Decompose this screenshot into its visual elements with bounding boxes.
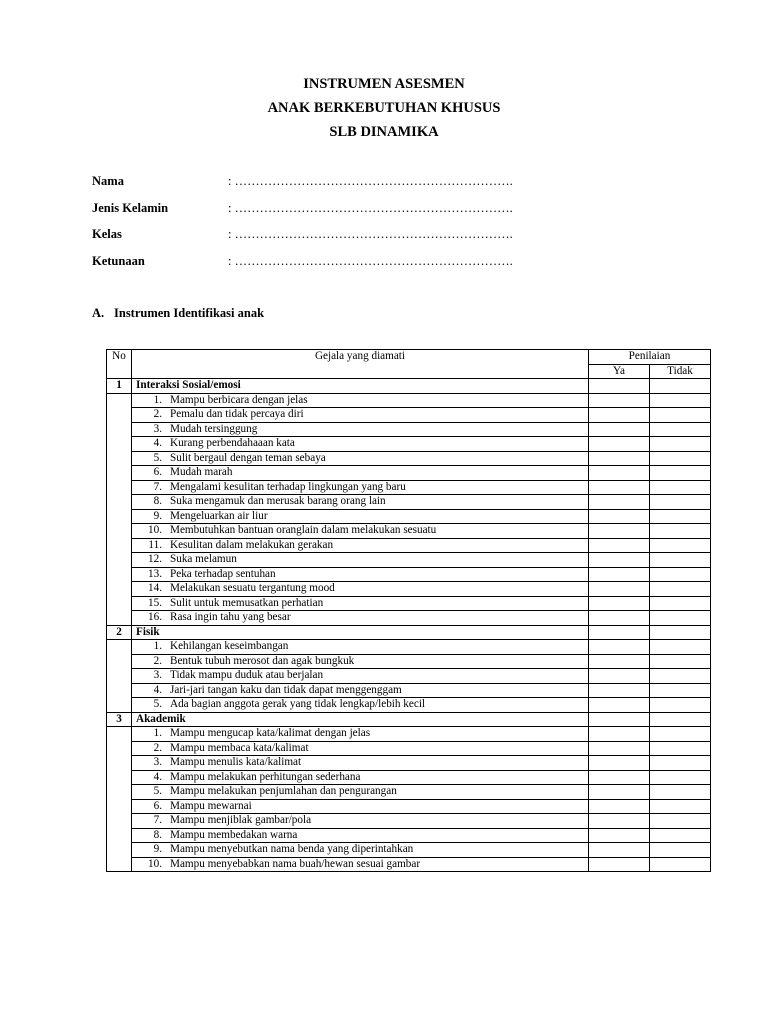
item-text: Mudah tersinggung: [170, 422, 258, 435]
table-row: [107, 843, 711, 858]
table-row: [107, 727, 711, 742]
tidak-cell[interactable]: [649, 408, 710, 423]
item-text: Sulit untuk memusatkan perhatian: [170, 596, 324, 609]
table-row: [107, 814, 711, 829]
item-number: 6.: [153, 799, 162, 812]
item-number: 7.: [153, 814, 162, 827]
item-text: Mampu membaca kata/kalimat: [170, 741, 309, 754]
ya-cell[interactable]: [588, 538, 649, 553]
header-penilaian: Penilaian: [588, 350, 710, 365]
table-row: [107, 408, 711, 423]
gejala-cell: [132, 857, 589, 872]
tidak-cell[interactable]: [649, 770, 710, 785]
tidak-cell[interactable]: [649, 567, 710, 582]
item-number: 10.: [148, 857, 162, 870]
tidak-cell[interactable]: [649, 393, 710, 408]
table-row: [107, 611, 711, 626]
item-number: 1.: [153, 393, 162, 406]
item-number: 5.: [153, 698, 162, 711]
gejala-cell: [132, 524, 589, 539]
item-text: Tidak mampu duduk atau berjalan: [170, 669, 324, 682]
empty-no-cell: [107, 669, 132, 684]
empty-no-cell: [107, 437, 132, 452]
identity-row-nama: [92, 174, 513, 201]
item-text: Melakukan sesuatu tergantung mood: [170, 582, 335, 595]
table-row: [107, 596, 711, 611]
category-number: 1: [107, 379, 132, 394]
ya-cell[interactable]: [588, 437, 649, 452]
item-text: Rasa ingin tahu yang besar: [170, 611, 291, 624]
identity-row-ketunaan: [92, 254, 513, 281]
table-row: [107, 741, 711, 756]
gejala-cell: [132, 814, 589, 829]
item-number: 8.: [153, 495, 162, 508]
instrument-table: [106, 349, 711, 872]
item-number: 15.: [148, 596, 162, 609]
tidak-cell[interactable]: [649, 596, 710, 611]
empty-no-cell: [107, 538, 132, 553]
item-text: Kurang perbendahaaan kata: [170, 437, 295, 450]
gejala-cell: [132, 741, 589, 756]
tidak-cell[interactable]: [649, 451, 710, 466]
identity-blank: : ………………………………………………………….: [228, 227, 513, 241]
item-text: Suka melamun: [170, 553, 237, 566]
category-row: [107, 379, 711, 394]
empty-no-cell: [107, 611, 132, 626]
category-number: 2: [107, 625, 132, 640]
gejala-cell: [132, 727, 589, 742]
empty-no-cell: [107, 741, 132, 756]
item-text: Jari-jari tangan kaku dan tidak dapat menggenggam: [170, 683, 402, 696]
table-row: [107, 669, 711, 684]
table-row: [107, 785, 711, 800]
identity-row-kelas: [92, 227, 513, 254]
ya-cell[interactable]: [588, 727, 649, 742]
item-number: 1.: [153, 640, 162, 653]
header-gejala: Gejala yang diamati: [132, 350, 589, 379]
item-text: Mampu mewarnai: [170, 799, 252, 812]
gejala-cell: [132, 480, 589, 495]
gejala-cell: [132, 683, 589, 698]
header-tidak: Tidak: [649, 364, 710, 379]
tidak-cell[interactable]: [649, 799, 710, 814]
item-number: 8.: [153, 828, 162, 841]
ya-cell[interactable]: [588, 480, 649, 495]
table-row: [107, 451, 711, 466]
identity-label: Jenis Kelamin: [92, 200, 169, 215]
gejala-cell: [132, 799, 589, 814]
category-row: [107, 712, 711, 727]
item-text: Pemalu dan tidak percaya diri: [170, 408, 304, 421]
table-row: [107, 640, 711, 655]
gejala-cell: [132, 828, 589, 843]
ya-cell[interactable]: [588, 379, 649, 394]
item-number: 5.: [153, 451, 162, 464]
tidak-cell[interactable]: [649, 756, 710, 771]
ya-cell[interactable]: [588, 814, 649, 829]
ya-cell[interactable]: [588, 799, 649, 814]
item-text: Peka terhadap sentuhan: [170, 567, 276, 580]
item-text: Mengeluarkan air liur: [170, 509, 268, 522]
empty-no-cell: [107, 524, 132, 539]
identity-blank: : ………………………………………………………….: [228, 253, 513, 268]
title-line-2: ANAK BERKEBUTUHAN KHUSUS: [267, 100, 501, 116]
identity-blank: : ………………………………………………………….: [228, 174, 513, 188]
ya-cell[interactable]: [588, 654, 649, 669]
table-row: [107, 509, 711, 524]
item-number: 13.: [148, 567, 162, 580]
tidak-cell[interactable]: [649, 480, 710, 495]
ya-cell[interactable]: [588, 466, 649, 481]
tidak-cell[interactable]: [649, 379, 710, 394]
gejala-cell: [132, 408, 589, 423]
identity-row-jenis-kelamin: [92, 201, 513, 228]
item-text: Mampu melakukan perhitungan sederhana: [170, 770, 361, 783]
ya-cell[interactable]: [588, 422, 649, 437]
table-row: [107, 582, 711, 597]
ya-cell[interactable]: [588, 785, 649, 800]
title-line-3: SLB DINAMIKA: [329, 124, 439, 140]
gejala-cell: [132, 770, 589, 785]
empty-no-cell: [107, 857, 132, 872]
empty-no-cell: [107, 640, 132, 655]
item-number: 5.: [153, 785, 162, 798]
gejala-cell: [132, 466, 589, 481]
identity-label: Nama: [92, 174, 124, 188]
ya-cell[interactable]: [588, 770, 649, 785]
item-number: 7.: [153, 480, 162, 493]
item-text: Bentuk tubuh merosot dan agak bungkuk: [170, 654, 355, 667]
ya-cell[interactable]: [588, 393, 649, 408]
gejala-cell: [132, 611, 589, 626]
empty-no-cell: [107, 466, 132, 481]
table-row: [107, 495, 711, 510]
section-letter: A.: [92, 306, 105, 320]
tidak-cell[interactable]: [649, 683, 710, 698]
document-title: [0, 72, 768, 144]
table-row: [107, 466, 711, 481]
ya-cell[interactable]: [588, 625, 649, 640]
empty-no-cell: [107, 698, 132, 713]
empty-no-cell: [107, 596, 132, 611]
empty-no-cell: [107, 480, 132, 495]
item-number: 11.: [148, 538, 162, 551]
table-row: [107, 683, 711, 698]
tidak-cell[interactable]: [649, 727, 710, 742]
empty-no-cell: [107, 814, 132, 829]
tidak-cell[interactable]: [649, 422, 710, 437]
gejala-cell: [132, 669, 589, 684]
category-name: Interaksi Sosial/emosi: [132, 379, 589, 394]
item-number: 3.: [153, 669, 162, 682]
tidak-cell[interactable]: [649, 741, 710, 756]
ya-cell[interactable]: [588, 857, 649, 872]
item-text: Mampu menjiblak gambar/pola: [170, 814, 312, 827]
empty-no-cell: [107, 553, 132, 568]
item-text: Mampu menulis kata/kalimat: [170, 756, 302, 769]
item-number: 12.: [148, 553, 162, 566]
item-text: Sulit bergaul dengan teman sebaya: [170, 451, 326, 464]
tidak-cell[interactable]: [649, 698, 710, 713]
tidak-cell[interactable]: [649, 466, 710, 481]
ya-cell[interactable]: [588, 408, 649, 423]
tidak-cell[interactable]: [649, 538, 710, 553]
tidak-cell[interactable]: [649, 814, 710, 829]
section-title-text: Instrumen Identifikasi anak: [114, 306, 265, 320]
tidak-cell[interactable]: [649, 654, 710, 669]
ya-cell[interactable]: [588, 843, 649, 858]
gejala-cell: [132, 698, 589, 713]
identity-fields: [92, 174, 513, 280]
tidak-cell[interactable]: [649, 857, 710, 872]
item-number: 9.: [153, 843, 162, 856]
item-number: 2.: [153, 654, 162, 667]
item-text: Mampu menyebutkan nama benda yang diperintahkan: [170, 843, 414, 856]
tidak-cell[interactable]: [649, 785, 710, 800]
gejala-cell: [132, 451, 589, 466]
tidak-cell[interactable]: [649, 582, 710, 597]
ya-cell[interactable]: [588, 451, 649, 466]
item-text: Suka mengamuk dan merusak barang orang lain: [170, 495, 386, 508]
empty-no-cell: [107, 509, 132, 524]
tidak-cell[interactable]: [649, 553, 710, 568]
gejala-cell: [132, 509, 589, 524]
empty-no-cell: [107, 727, 132, 742]
gejala-cell: [132, 785, 589, 800]
identity-label: Kelas: [92, 227, 122, 241]
item-number: 9.: [153, 509, 162, 522]
ya-cell[interactable]: [588, 553, 649, 568]
gejala-cell: [132, 422, 589, 437]
ya-cell[interactable]: [588, 567, 649, 582]
item-text: Mampu berbicara dengan jelas: [170, 393, 308, 406]
empty-no-cell: [107, 799, 132, 814]
empty-no-cell: [107, 654, 132, 669]
ya-cell[interactable]: [588, 741, 649, 756]
table-row: [107, 524, 711, 539]
ya-cell[interactable]: [588, 582, 649, 597]
tidak-cell[interactable]: [649, 509, 710, 524]
category-name: Fisik: [132, 625, 589, 640]
item-text: Membutuhkan bantuan oranglain dalam melakukan sesuatu: [170, 524, 437, 537]
empty-no-cell: [107, 451, 132, 466]
table-row: [107, 828, 711, 843]
gejala-cell: [132, 437, 589, 452]
tidak-cell[interactable]: [649, 625, 710, 640]
table-row: [107, 437, 711, 452]
ya-cell[interactable]: [588, 698, 649, 713]
gejala-cell: [132, 843, 589, 858]
gejala-cell: [132, 654, 589, 669]
table-row: [107, 422, 711, 437]
table-row: [107, 654, 711, 669]
tidak-cell[interactable]: [649, 712, 710, 727]
ya-cell[interactable]: [588, 828, 649, 843]
table-row: [107, 756, 711, 771]
tidak-cell[interactable]: [649, 524, 710, 539]
header-ya: Ya: [588, 364, 649, 379]
item-number: 16.: [148, 611, 162, 624]
header-no: No: [107, 350, 132, 379]
table-row: [107, 770, 711, 785]
tidak-cell[interactable]: [649, 437, 710, 452]
ya-cell[interactable]: [588, 611, 649, 626]
item-number: 10.: [148, 524, 162, 537]
table-row: [107, 393, 711, 408]
category-name: Akademik: [132, 712, 589, 727]
ya-cell[interactable]: [588, 712, 649, 727]
table-row: [107, 553, 711, 568]
item-number: 4.: [153, 683, 162, 696]
category-number: 3: [107, 712, 132, 727]
empty-no-cell: [107, 828, 132, 843]
table-row: [107, 567, 711, 582]
item-text: Mudah marah: [170, 466, 233, 479]
item-text: Mampu mengucap kata/kalimat dengan jelas: [170, 727, 371, 740]
table-row: [107, 480, 711, 495]
ya-cell[interactable]: [588, 669, 649, 684]
item-number: 14.: [148, 582, 162, 595]
empty-no-cell: [107, 843, 132, 858]
table-header-row: [107, 350, 711, 365]
empty-no-cell: [107, 408, 132, 423]
tidak-cell[interactable]: [649, 828, 710, 843]
gejala-cell: [132, 567, 589, 582]
title-line-1: INSTRUMEN ASESMEN: [303, 76, 465, 92]
item-text: Mampu membedakan warna: [170, 828, 298, 841]
item-number: 4.: [153, 437, 162, 450]
gejala-cell: [132, 582, 589, 597]
empty-no-cell: [107, 756, 132, 771]
empty-no-cell: [107, 393, 132, 408]
empty-no-cell: [107, 495, 132, 510]
table-row: [107, 698, 711, 713]
table-body: [107, 379, 711, 872]
tidak-cell[interactable]: [649, 669, 710, 684]
ya-cell[interactable]: [588, 509, 649, 524]
gejala-cell: [132, 495, 589, 510]
gejala-cell: [132, 596, 589, 611]
item-text: Ada bagian anggota gerak yang tidak lengkap/lebih kecil: [170, 698, 426, 711]
item-number: 6.: [153, 466, 162, 479]
item-number: 2.: [153, 741, 162, 754]
table-row: [107, 857, 711, 872]
table-row: [107, 538, 711, 553]
identity-label: Ketunaan: [92, 253, 145, 268]
ya-cell[interactable]: [588, 756, 649, 771]
gejala-cell: [132, 553, 589, 568]
section-heading: [92, 306, 264, 321]
item-text: Mengalami kesulitan terhadap lingkungan yang baru: [170, 480, 406, 493]
item-number: 4.: [153, 770, 162, 783]
tidak-cell[interactable]: [649, 611, 710, 626]
ya-cell[interactable]: [588, 524, 649, 539]
item-number: 3.: [153, 422, 162, 435]
ya-cell[interactable]: [588, 683, 649, 698]
empty-no-cell: [107, 582, 132, 597]
item-text: Kehilangan keseimbangan: [170, 640, 289, 653]
item-text: Mampu menyebabkan nama buah/hewan sesuai gambar: [170, 857, 421, 870]
table-row: [107, 799, 711, 814]
item-number: 1.: [153, 727, 162, 740]
gejala-cell: [132, 538, 589, 553]
tidak-cell[interactable]: [649, 640, 710, 655]
item-number: 2.: [153, 408, 162, 421]
ya-cell[interactable]: [588, 495, 649, 510]
item-text: Mampu melakukan penjumlahan dan pengurangan: [170, 785, 397, 798]
empty-no-cell: [107, 770, 132, 785]
ya-cell[interactable]: [588, 640, 649, 655]
category-row: [107, 625, 711, 640]
item-text: Kesulitan dalam melakukan gerakan: [170, 538, 334, 551]
ya-cell[interactable]: [588, 596, 649, 611]
gejala-cell: [132, 756, 589, 771]
item-number: 3.: [153, 756, 162, 769]
empty-no-cell: [107, 567, 132, 582]
empty-no-cell: [107, 422, 132, 437]
gejala-cell: [132, 393, 589, 408]
empty-no-cell: [107, 683, 132, 698]
tidak-cell[interactable]: [649, 843, 710, 858]
tidak-cell[interactable]: [649, 495, 710, 510]
identity-blank: : ………………………………………………………….: [228, 200, 513, 215]
gejala-cell: [132, 640, 589, 655]
empty-no-cell: [107, 785, 132, 800]
